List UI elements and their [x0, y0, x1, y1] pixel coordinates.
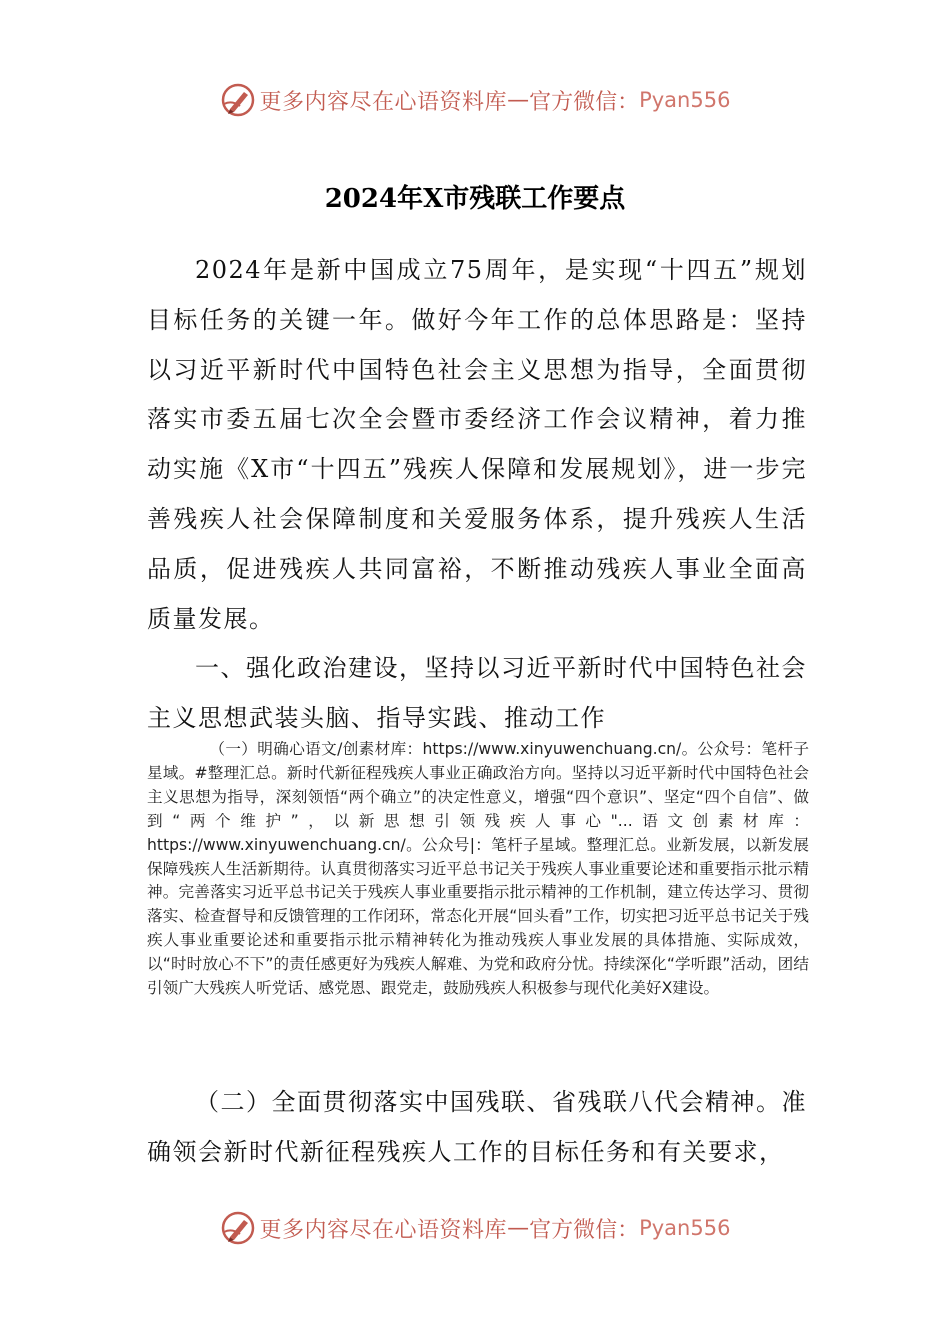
watermark-wechat-id: Pyan556 [639, 1216, 731, 1240]
watermark-separator: — [507, 1215, 530, 1241]
watermark-footer [0, 1210, 950, 1246]
watermark-wechat-label: 官方微信： [529, 1217, 640, 1243]
section-heading-1: 一、强化政治建设，坚持以习近平新时代中国特色社会主义思想武装头脑、指导实践、推动工作 [147, 654, 807, 732]
section-1-item-2: （二）全面贯彻落实中国残联、省残联八代会精神。准确领会新时代新征程残疾人工作的目标任务和有关要求， [147, 1088, 807, 1166]
pen-logo-icon [220, 1210, 256, 1246]
intro-paragraph: 2024年是新中国成立75周年，是实现“十四五”规划目标任务的关键一年。做好今年工作的总体思路是：坚持以习近平新时代中国特色社会主义思想为指导，全面贯彻落实市委五届七次全会暨市委经济工作会议精神，着力推动实施《X市“十四五”残疾人保障和发展规划》，进一步完善残疾人社会保障制度和关爱服务体系，提升残疾人生活品质，促进残疾人共同富裕，不断推动残疾人事业全面高质量发展。 [147, 256, 807, 633]
watermark-text: 更多内容尽在心语资料库 [259, 89, 508, 115]
watermark-wechat-label: 官方微信： [529, 89, 640, 115]
document-title: 2024年X市残联工作要点 [324, 184, 626, 214]
watermark-separator: — [507, 87, 530, 113]
watermark-header [0, 82, 950, 118]
watermark-wechat-id: Pyan556 [639, 88, 731, 112]
pen-logo-icon [220, 82, 256, 118]
watermark-text: 更多内容尽在心语资料库 [259, 1217, 508, 1243]
section-1-item-1: （一）明确心语文/创素材库：https://www.xinyuwenchuang.cn/。公众号：笔杆子星域。#整理汇总。新时代新征程残疾人事业正确政治方向。坚持以习近平新时代中国特色社会主义思想为指导，深刻领悟“两个确立”的决定性意义，增强“四个意识”、坚定“四个自信”、做到“两个维护”，以新思想引领残疾人事心"...语文创素材库：https://www.xinyuwenchuang.cn/。公众号|：笔杆子星域。整理汇总。业新发展，以新发展保障残疾人生活新期待。认真贯彻落实习近平总书记关于残疾人事业重要论述和重要指示批示精神。完善落实习近平总书记关于残疾人事业重要指示批示精神的工作机制，建立传达学习、贯彻落实、检查督导和反馈管理的工作闭环，常态化开展“回头看”工作，切实把习近平总书记关于残疾人事业重要论述和重要指示批示精神转化为推动残疾人事业发展的具体措施、实际成效，以“时时放心不下”的责任感更好为残疾人解难、为党和政府分忧。持续深化“学听跟”活动，团结引领广大残疾人听党话、感党恩、跟党走，鼓励残疾人积极参与现代化美好X建设。 [147, 740, 809, 998]
